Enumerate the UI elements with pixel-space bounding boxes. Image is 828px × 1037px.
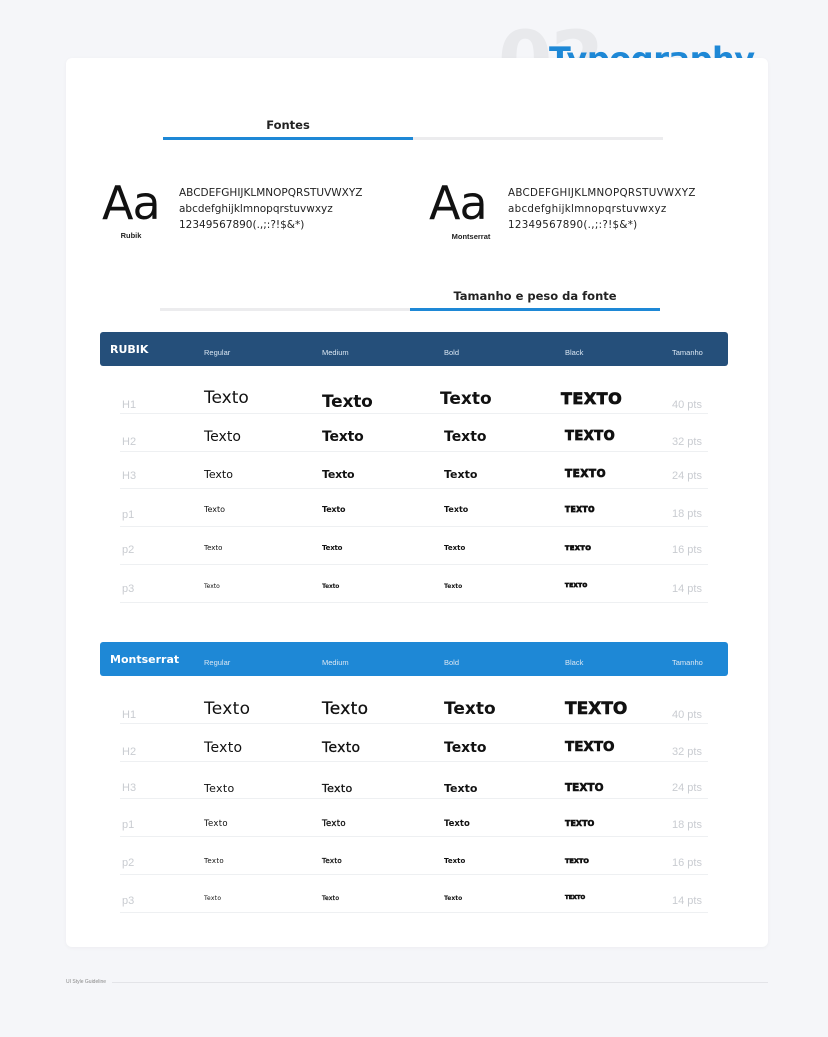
row-size: 24 pts xyxy=(672,782,702,794)
sample-bold: Texto xyxy=(444,505,469,514)
montserrat-digits: 12349567890(.,;:?!$&*) xyxy=(508,219,638,231)
col-medium: Medium xyxy=(322,348,349,357)
sample-regular: Texto xyxy=(204,699,251,719)
row-size: 32 pts xyxy=(672,436,702,448)
sample-bold: Texto xyxy=(444,429,487,445)
row-level: H1 xyxy=(122,399,137,411)
montserrat-uppercase: ABCDEFGHIJKLMNOPQRSTUVWXYZ xyxy=(508,187,696,199)
sample-medium: Texto xyxy=(322,429,364,445)
rubik-uppercase: ABCDEFGHIJKLMNOPQRSTUVWXYZ xyxy=(179,187,363,199)
sample-bold: Texto xyxy=(444,583,463,590)
row-level: p3 xyxy=(122,583,135,595)
row-size: 40 pts xyxy=(672,709,702,721)
col-bold: Bold xyxy=(444,348,460,357)
table-row xyxy=(120,837,708,875)
table-row xyxy=(120,875,708,913)
row-size: 16 pts xyxy=(672,544,702,556)
sample-regular: Texto xyxy=(204,505,226,514)
rubik-digits: 12349567890(.,;:?!$&*) xyxy=(179,219,305,231)
sample-medium: Texto xyxy=(322,857,342,865)
sample-regular: Texto xyxy=(204,544,223,552)
row-level: p1 xyxy=(122,509,135,521)
table-row xyxy=(120,762,708,799)
sample-black: TEXTO xyxy=(565,857,589,865)
row-level: p1 xyxy=(122,819,135,831)
montserrat-lowercase: abcdefghijklmnopqrstuvwxyz xyxy=(508,203,667,215)
sample-bold: Texto xyxy=(444,895,463,902)
sample-bold: Texto xyxy=(444,740,487,756)
row-size: 14 pts xyxy=(672,583,702,595)
sample-bold: Texto xyxy=(444,782,478,795)
row-level: p2 xyxy=(122,857,135,869)
col-tamanho: Tamanho xyxy=(672,658,703,667)
row-size: 18 pts xyxy=(672,508,702,520)
sample-black: TEXTO xyxy=(565,782,604,794)
row-size: 14 pts xyxy=(672,895,702,907)
rubik-lowercase: abcdefghijklmnopqrstuvwxyz xyxy=(179,203,333,215)
tab-indicator-tamanho xyxy=(410,308,660,311)
col-black: Black xyxy=(565,658,584,667)
row-size: 24 pts xyxy=(672,470,702,482)
row-level: H2 xyxy=(122,746,137,758)
row-level: H3 xyxy=(122,782,137,794)
montserrat-label: Montserrat xyxy=(451,232,491,241)
montserrat-glyphs xyxy=(508,185,696,233)
col-bold: Bold xyxy=(444,658,460,667)
sample-medium: Texto xyxy=(322,782,353,795)
sample-black: TEXTO xyxy=(565,699,628,719)
table-row xyxy=(120,452,708,489)
footer-divider xyxy=(112,982,768,983)
row-size: 16 pts xyxy=(672,857,702,869)
sample-bold: Texto xyxy=(440,389,492,409)
sample-black: TEXTO xyxy=(565,544,592,552)
row-size: 32 pts xyxy=(672,746,702,758)
sample-regular: Texto xyxy=(204,468,233,481)
sample-regular: Texto xyxy=(204,782,235,795)
sample-medium: Texto xyxy=(322,468,355,481)
footer-label: UI Style Guideline xyxy=(66,979,107,985)
sample-bold: Texto xyxy=(444,857,466,865)
sample-black: TEXTO xyxy=(565,429,616,444)
tab-fontes[interactable]: Fontes xyxy=(266,118,310,132)
rubik-glyphs xyxy=(179,185,362,233)
sample-black: TEXTO xyxy=(565,583,588,589)
sample-black: TEXTO xyxy=(561,389,623,408)
row-size: 40 pts xyxy=(672,399,702,411)
montserrat-sample: Aa xyxy=(429,176,487,230)
sample-medium: Texto xyxy=(322,740,361,756)
table-row xyxy=(120,414,708,452)
sample-medium: Texto xyxy=(322,699,369,719)
table-row xyxy=(120,489,708,527)
col-regular: Regular xyxy=(204,348,231,357)
row-level: p3 xyxy=(122,895,135,907)
row-level: H2 xyxy=(122,436,137,448)
rubik-label: Rubik xyxy=(120,231,142,240)
montserrat-table-header xyxy=(100,642,728,676)
rubik-table-header xyxy=(100,332,728,366)
sample-bold: Texto xyxy=(444,468,478,481)
col-medium: Medium xyxy=(322,658,349,667)
tab-tamanho-peso[interactable]: Tamanho e peso da fonte xyxy=(453,289,617,303)
row-level: H1 xyxy=(122,709,137,721)
rubik-sample: Aa xyxy=(102,176,160,230)
rubik-table-title: RUBIK xyxy=(110,343,149,356)
sample-medium: Texto xyxy=(322,819,346,829)
col-black: Black xyxy=(565,348,584,357)
sample-regular: Texto xyxy=(204,857,224,865)
sample-regular: Texto xyxy=(204,388,249,408)
col-tamanho: Tamanho xyxy=(672,348,703,357)
row-level: p2 xyxy=(122,544,135,556)
sample-black: TEXTO xyxy=(565,819,595,828)
sample-regular: Texto xyxy=(204,819,228,829)
sample-regular: Texto xyxy=(204,429,241,445)
sample-black: TEXTO xyxy=(565,739,615,755)
sample-bold: Texto xyxy=(444,699,496,719)
montserrat-table-title: Montserrat xyxy=(110,653,180,666)
sample-black: TEXTO xyxy=(565,895,586,901)
table-row xyxy=(120,724,708,762)
row-level: H3 xyxy=(122,470,137,482)
table-row xyxy=(120,527,708,565)
sample-medium: Texto xyxy=(322,544,343,552)
tab-indicator-fontes xyxy=(163,137,413,140)
table-row xyxy=(120,692,708,724)
sample-black: TEXTO xyxy=(565,468,607,480)
sample-bold: Texto xyxy=(444,544,466,552)
sample-black: TEXTO xyxy=(565,505,596,514)
sample-bold: Texto xyxy=(444,819,470,829)
sample-medium: Texto xyxy=(322,583,340,590)
row-size: 18 pts xyxy=(672,819,702,831)
col-regular: Regular xyxy=(204,658,231,667)
sample-regular: Texto xyxy=(204,740,243,756)
sample-medium: Texto xyxy=(322,895,340,902)
table-row xyxy=(120,565,708,603)
sample-regular: Texto xyxy=(204,895,222,902)
table-row xyxy=(120,799,708,837)
sample-regular: Texto xyxy=(204,583,220,590)
table-row xyxy=(120,382,708,414)
sample-medium: Texto xyxy=(322,505,346,514)
sample-medium: Texto xyxy=(322,392,373,412)
